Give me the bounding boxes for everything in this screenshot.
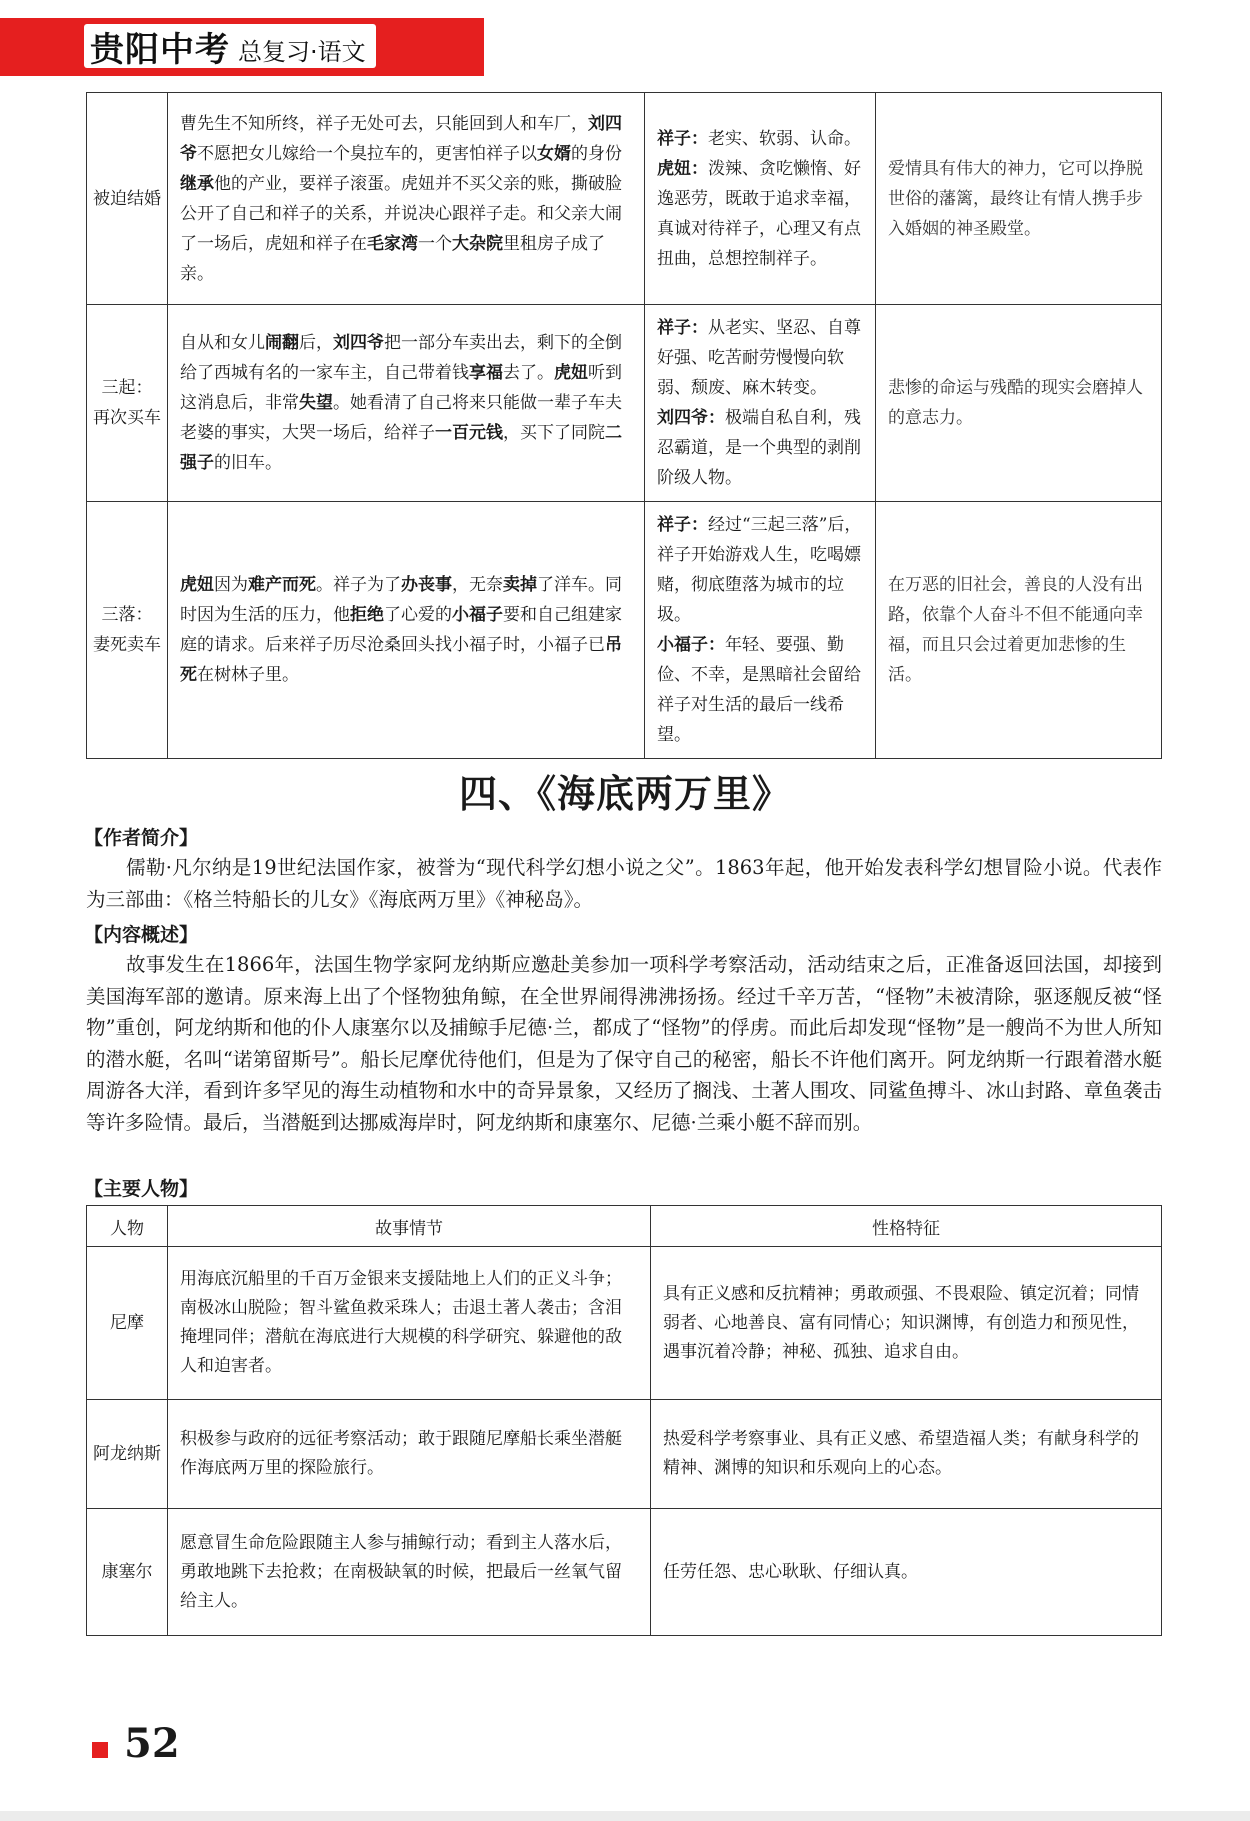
person-name: 康塞尔: [87, 1509, 168, 1636]
character-text: 经过“三起三落”后，祥子开始游戏人生，吃喝嫖赌，彻底堕落为城市的垃圾。: [657, 515, 862, 625]
stage-sublabel: 妻死卖车: [93, 635, 161, 655]
plot-text: 。祥子为了: [316, 575, 401, 595]
plot-text: 小福子: [452, 605, 503, 625]
traits-cell: 具有正义感和反抗精神；勇敢顽强、不畏艰险、镇定沉着；同情弱者、心地善良、富有同情心；知识渊博，有创造力和预见性，遇事沉着冷静；神秘、孤独、追求自由。: [651, 1247, 1162, 1400]
plot-cell: [168, 305, 645, 502]
plot-text: 毛家湾: [367, 233, 418, 254]
plot-text: 一百元钱: [435, 423, 503, 443]
plot-text: 。她看清了自己将来只能做一辈子车夫老婆的事实，大哭一场后，给祥子: [180, 393, 622, 443]
plot-text: 要和自己组建家庭的请求。后来祥子历尽沧桑回头找小福子时，小福子已: [180, 605, 622, 655]
stage-cell: [87, 502, 168, 759]
page-marker-square: [92, 1742, 108, 1758]
plot-text: 卖掉: [503, 575, 537, 595]
character-text: 从老实、坚忍、自尊好强、吃苦耐劳慢慢向软弱、颓废、麻木转变。: [657, 318, 861, 398]
plot-cell: [168, 502, 645, 759]
plot-text: 一个: [418, 233, 452, 254]
stage-label: 被迫结婚: [93, 188, 161, 209]
story-cell: 积极参与政府的远征考察活动；敢于跟随尼摩船长乘坐潜艇作海底两万里的探险旅行。: [168, 1400, 651, 1509]
bottom-strip: [0, 1811, 1250, 1821]
person-name: 尼摩: [87, 1247, 168, 1400]
traits-cell: 任劳任怨、忠心耿耿、仔细认真。: [651, 1509, 1162, 1636]
table-row: [87, 305, 1162, 502]
plot-text: 闹翻: [265, 333, 299, 353]
character-text: 年轻、要强、勤俭、不幸，是黑暗社会留给祥子对生活的最后一线希望。: [657, 635, 861, 745]
page-number: 52: [124, 1720, 180, 1767]
plot-text: 里租房子成了亲。: [180, 233, 605, 284]
character-text: 小福子：: [657, 635, 725, 655]
character-text: 极端自私自利，残忍霸道，是一个典型的剥削阶级人物。: [657, 408, 861, 488]
character-text: 泼辣、贪吃懒惰、好逸恶劳，既敢于追求幸福，真诚对待祥子，心理又有点扭曲，总想控制祥子。: [657, 158, 861, 269]
author-label: 【作者简介】: [84, 827, 199, 849]
theme-cell: 悲惨的命运与残酷的现实会磨掉人的意志力。: [876, 305, 1162, 502]
summary-text: 故事发生在1866年，法国生物学家阿龙纳斯应邀赴美参加一项科学考察活动，活动结束之后，正准备返回法国，却接到美国海军部的邀请。原来海上出了个怪物独角鲸，在全世界闹得沸沸扬扬。经过千辛万苦，“怪物”未被清除，驱逐舰反被“怪物”重创，阿龙纳斯和他的仆人康塞尔以及捕鲸手尼德·兰，都成了“怪物”的俘虏。而此后却发现“怪物”是一艘尚不为世人所知的潜水艇，名叫“诺第留斯号”。船长尼摩优待他们，但是为了保守自己的秘密，船长不许他们离开。阿龙纳斯一行跟着潜水艇周游各大洋，看到许多罕见的海生动植物和水中的奇异景象，又经历了搁浅、土著人围攻、同鲨鱼搏斗、冰山封路、章鱼袭击等许多险情。最后，当潜艇到达挪威海岸时，阿龙纳斯和康塞尔、尼德·兰乘小艇不辞而别。: [86, 953, 1162, 1134]
character-text: 祥子：: [657, 318, 708, 338]
plot-text: 大杂院: [452, 233, 503, 254]
stage-label: 三落：: [101, 605, 153, 625]
author-text: 儒勒·凡尔纳是19世纪法国作家，被誉为“现代科学幻想小说之父”。1863年起，他开始发表科学幻想冒险小说。代表作为三部曲：《格兰特船长的儿女》《海底两万里》《神秘岛》。: [86, 856, 1162, 911]
character-cell: [645, 93, 876, 305]
stage-cell: [87, 93, 168, 305]
characters-table: [86, 1205, 1162, 1636]
plot-text: 女婿: [537, 143, 571, 164]
plot-text: 刘四爷: [180, 113, 622, 164]
plot-text: 吊死: [180, 635, 622, 685]
plot-text: 二强子: [180, 423, 622, 473]
plot-text: 不愿把女儿嫁给一个臭拉车的，更害怕祥子以: [197, 143, 537, 164]
character-text: 老实、软弱、认命。: [708, 128, 861, 149]
person-name: 阿龙纳斯: [87, 1400, 168, 1509]
theme-cell: 爱情具有伟大的神力，它可以挣脱世俗的藩篱，最终让有情人携手步入婚姻的神圣殿堂。: [876, 93, 1162, 305]
plot-text: 把一部分车卖出去，剩下的全倒给了西城有名的一家车主，自己带着钱: [180, 333, 622, 383]
plot-text: 刘四爷: [333, 333, 384, 353]
traits-cell: 热爱科学考察事业、具有正义感、希望造福人类；有献身科学的精神、渊博的知识和乐观向上的心态。: [651, 1400, 1162, 1509]
page-number-block: [92, 1720, 180, 1767]
plot-text: 虎妞: [554, 363, 588, 383]
plot-text: 虎妞: [180, 575, 214, 595]
stage-sublabel: 再次买车: [93, 408, 161, 428]
plot-text: 因为: [214, 575, 248, 595]
plot-text: 继承: [180, 173, 214, 194]
plot-text: ，无奈: [452, 575, 503, 595]
characters-label: 【主要人物】: [84, 1178, 199, 1200]
table-row: [87, 1400, 1162, 1509]
plot-text: 了洋车。同时因为生活的压力，他: [180, 575, 622, 625]
plot-text: 拒绝: [350, 605, 384, 625]
header-subtitle: 总复习·语文: [238, 37, 366, 66]
plot-text: 去了。: [503, 363, 554, 383]
table-row: [87, 93, 1162, 305]
character-text: 祥子：: [657, 515, 708, 535]
col-header-story: 故事情节: [168, 1206, 651, 1247]
header-title: 贵阳中考: [90, 29, 230, 70]
plot-text: 曹先生不知所终，祥子无处可去，只能回到人和车厂，: [180, 113, 588, 134]
plot-text: 在树林子里。: [197, 665, 299, 685]
plot-text: 了心爱的: [384, 605, 452, 625]
header-title-box: [84, 24, 376, 68]
theme-cell: 在万恶的旧社会，善良的人没有出路，依靠个人奋斗不但不能通向幸福，而且只会过着更加悲惨的生活。: [876, 502, 1162, 759]
plot-text: 办丧事: [401, 575, 452, 595]
story-cell: 愿意冒生命危险跟随主人参与捕鲸行动；看到主人落水后，勇敢地跳下去抢救；在南极缺氧的时候，把最后一丝氧气留给主人。: [168, 1509, 651, 1636]
character-text: 祥子：: [657, 128, 708, 149]
plot-text: 难产而死: [248, 575, 316, 595]
stage-label: 三起：: [101, 378, 153, 398]
table-row: [87, 1509, 1162, 1636]
character-cell: [645, 502, 876, 759]
plot-text: 听到这消息后，非常: [180, 363, 622, 413]
plot-text: 的身份: [571, 143, 622, 164]
plot-text: ，买下了同院: [503, 423, 605, 443]
stage-cell: [87, 305, 168, 502]
plot-text: 他的产业，要祥子滚蛋。虎妞并不买父亲的账，撕破脸公开了自己和祥子的关系，并说决心跟祥子走。和父亲大闹了一场后，虎妞和祥子在: [180, 173, 622, 254]
col-header-traits: 性格特征: [651, 1206, 1162, 1247]
plot-table: [86, 92, 1162, 759]
plot-text: 后，: [299, 333, 333, 353]
plot-cell: [168, 93, 645, 305]
col-header-person: 人物: [87, 1206, 168, 1247]
plot-text: 失望: [299, 393, 333, 413]
story-cell: 用海底沉船里的千百万金银来支援陆地上人们的正义斗争；南极冰山脱险；智斗鲨鱼救采珠人；击退土著人袭击；含泪掩埋同伴；潜航在海底进行大规模的科学研究、躲避他的敌人和迫害者。: [168, 1247, 651, 1400]
plot-text: 自从和女儿: [180, 333, 265, 353]
character-text: 刘四爷：: [657, 408, 725, 428]
table-row: [87, 502, 1162, 759]
plot-text: 享福: [469, 363, 503, 383]
summary-label: 【内容概述】: [84, 924, 199, 946]
plot-text: 的旧车。: [214, 453, 282, 473]
table-row: [87, 1247, 1162, 1400]
character-text: 虎妞：: [657, 158, 708, 179]
section-title: 四、《海底两万里》: [458, 771, 791, 816]
character-cell: [645, 305, 876, 502]
